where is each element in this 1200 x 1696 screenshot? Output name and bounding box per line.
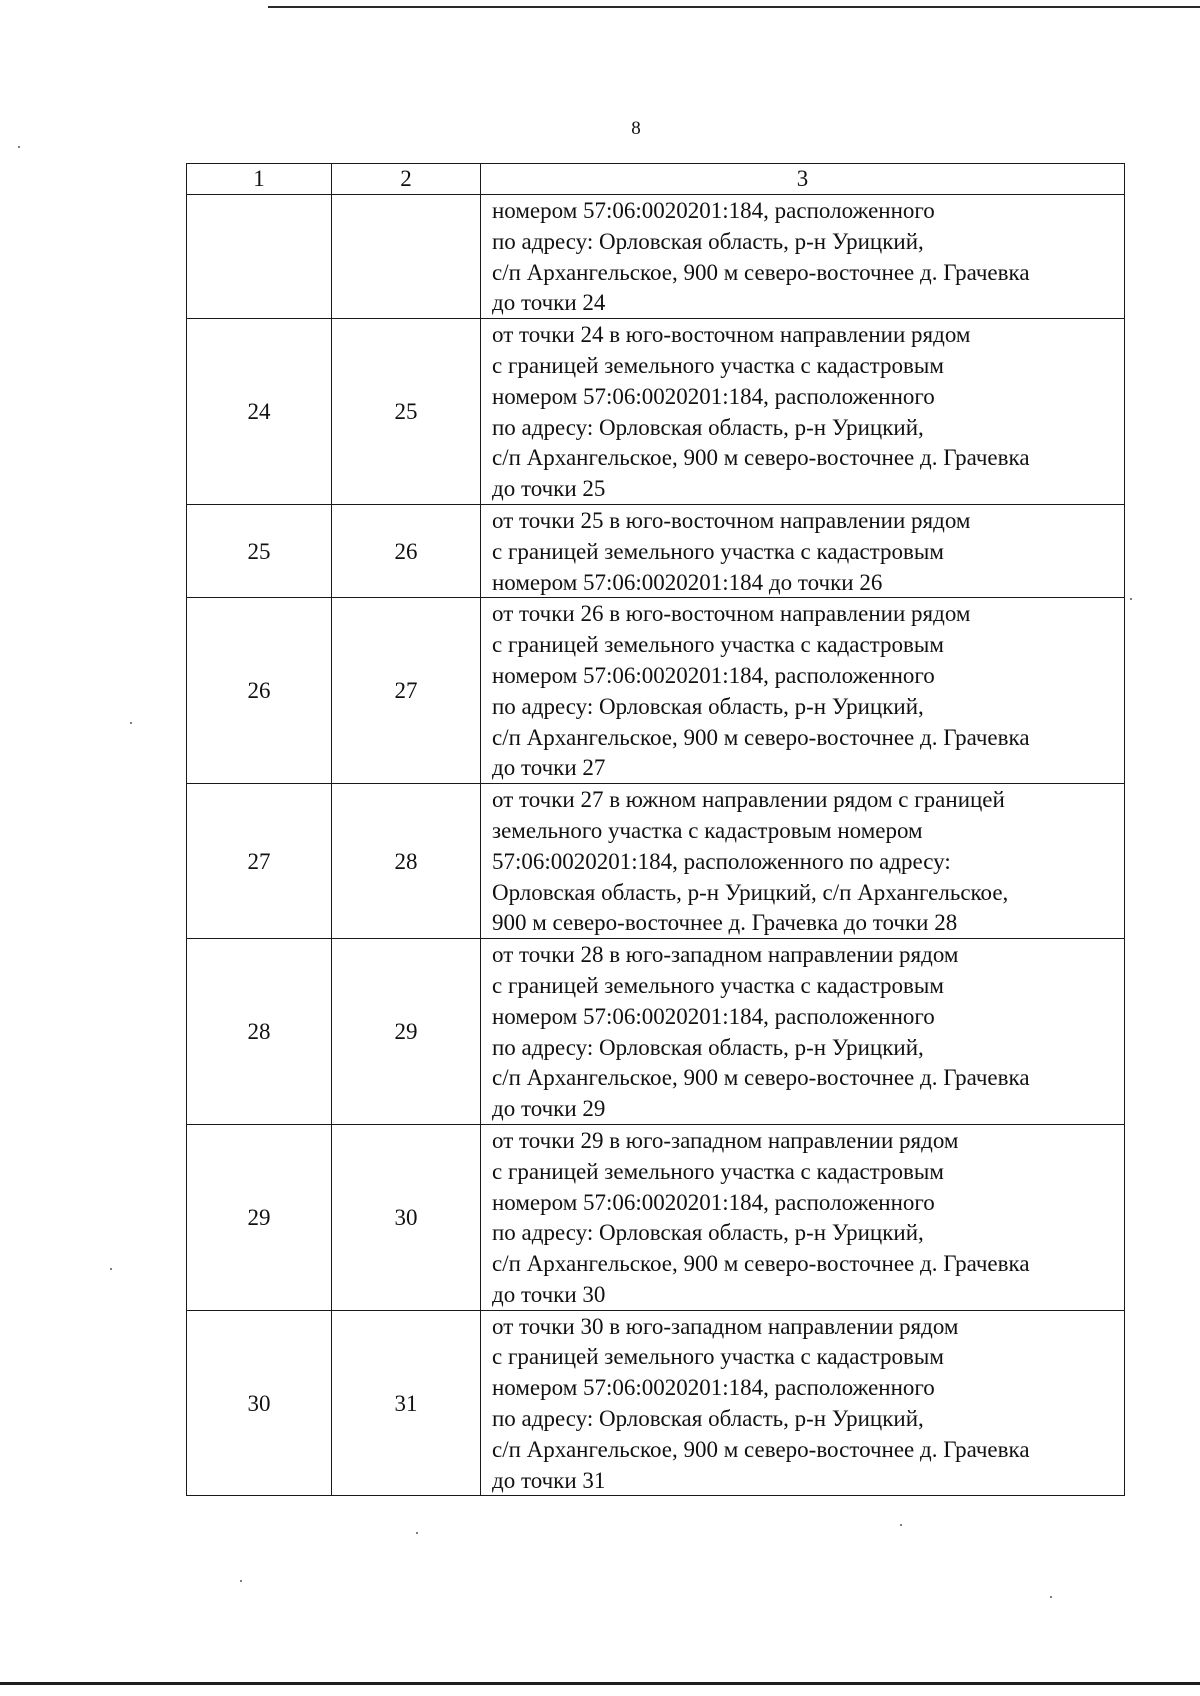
scan-speck xyxy=(416,1532,418,1534)
page-number: 8 xyxy=(631,118,641,139)
description-line: от точки 26 в юго-восточном направлении рядом xyxy=(492,601,971,627)
point-from-cell: 24 xyxy=(187,319,332,505)
description-line: 900 м северо-восточнее д. Грачевка до точки 28 xyxy=(492,910,958,936)
point-to-cell: 30 xyxy=(332,1124,481,1310)
scan-edge-top xyxy=(268,6,1200,8)
point-to-cell: 25 xyxy=(332,319,481,505)
description-cell xyxy=(481,1310,1125,1496)
point-to-cell: 31 xyxy=(332,1310,481,1496)
point-to-cell xyxy=(332,195,481,319)
table-row xyxy=(187,195,1125,319)
scan-edge-bottom xyxy=(0,1682,1200,1685)
description-cell xyxy=(481,1124,1125,1310)
description-line: от точки 29 в юго-западном направлении рядом xyxy=(492,1127,959,1153)
description-line: по адресу: Орловская область, р-н Урицкий, xyxy=(492,1220,924,1246)
description-line: с/п Архангельское, 900 м северо-восточнее д. Грачевка xyxy=(492,445,1030,471)
point-to-cell: 28 xyxy=(332,784,481,939)
description-line: от точки 24 в юго-восточном направлении рядом xyxy=(492,322,971,348)
column-header-2: 2 xyxy=(332,164,481,195)
description-line: Орловская область, р-н Урицкий, с/п Архангельское, xyxy=(492,879,1009,905)
table-row xyxy=(187,319,1125,505)
description-line: с/п Архангельское, 900 м северо-восточнее д. Грачевка xyxy=(492,259,1030,285)
description-line: земельного участка с кадастровым номером xyxy=(492,817,923,843)
description-line: с/п Архангельское, 900 м северо-восточнее д. Грачевка xyxy=(492,1251,1030,1277)
description-line: по адресу: Орловская область, р-н Урицкий, xyxy=(492,1406,924,1432)
description-line: до точки 25 xyxy=(492,476,606,502)
description-line: от точки 28 в юго-западном направлении рядом xyxy=(492,942,959,968)
point-to-cell: 27 xyxy=(332,598,481,784)
description-line: номером 57:06:0020201:184, расположенного xyxy=(492,1189,935,1215)
description-line: с/п Архангельское, 900 м северо-восточнее д. Грачевка xyxy=(492,724,1030,750)
description-line: номером 57:06:0020201:184, расположенного xyxy=(492,1375,935,1401)
point-to-cell: 26 xyxy=(332,504,481,597)
table-row xyxy=(187,1124,1125,1310)
scan-speck xyxy=(130,722,132,724)
table-row xyxy=(187,784,1125,939)
description-line: номером 57:06:0020201:184, расположенного xyxy=(492,198,935,223)
point-from-cell: 27 xyxy=(187,784,332,939)
description-line: с границей земельного участка с кадастровым xyxy=(492,1158,944,1184)
description-line: по адресу: Орловская область, р-н Урицкий, xyxy=(492,228,924,254)
description-cell xyxy=(481,784,1125,939)
description-line: по адресу: Орловская область, р-н Урицкий, xyxy=(492,693,924,719)
description-cell xyxy=(481,504,1125,597)
description-cell xyxy=(481,195,1125,319)
scan-speck xyxy=(1130,598,1132,600)
table-header-row xyxy=(187,164,1125,195)
point-from-cell xyxy=(187,195,332,319)
description-line: номером 57:06:0020201:184, расположенного xyxy=(492,383,935,409)
description-line: до точки 30 xyxy=(492,1281,606,1307)
description-line: с границей земельного участка с кадастровым xyxy=(492,972,944,998)
boundary-table xyxy=(186,163,1125,1496)
description-line: от точки 30 в юго-западном направлении рядом xyxy=(492,1313,959,1339)
description-line: с границей земельного участка с кадастровым xyxy=(492,538,944,564)
scan-speck xyxy=(110,1268,112,1270)
description-line: 57:06:0020201:184, расположенного по адресу: xyxy=(492,848,951,874)
point-from-cell: 29 xyxy=(187,1124,332,1310)
point-from-cell: 25 xyxy=(187,504,332,597)
description-line: до точки 24 xyxy=(492,290,606,316)
description-line: с/п Архангельское, 900 м северо-восточнее д. Грачевка xyxy=(492,1065,1030,1091)
scan-speck xyxy=(18,146,20,148)
scan-speck xyxy=(1050,1596,1052,1598)
description-line: по адресу: Орловская область, р-н Урицкий, xyxy=(492,414,924,440)
scan-speck xyxy=(240,1580,242,1582)
point-from-cell: 26 xyxy=(187,598,332,784)
description-line: номером 57:06:0020201:184, расположенного xyxy=(492,1003,935,1029)
description-cell xyxy=(481,939,1125,1125)
table-row xyxy=(187,939,1125,1125)
description-line: с границей земельного участка с кадастровым xyxy=(492,632,944,658)
description-line: с/п Архангельское, 900 м северо-восточнее д. Грачевка xyxy=(492,1436,1030,1462)
table-row xyxy=(187,504,1125,597)
column-header-1: 1 xyxy=(187,164,332,195)
description-line: по адресу: Орловская область, р-н Урицкий, xyxy=(492,1034,924,1060)
scan-speck xyxy=(900,1524,902,1526)
description-line: с границей земельного участка с кадастровым xyxy=(492,1344,944,1370)
point-to-cell: 29 xyxy=(332,939,481,1125)
column-header-3: 3 xyxy=(481,164,1125,195)
point-from-cell: 30 xyxy=(187,1310,332,1496)
description-line: от точки 25 в юго-восточном направлении рядом xyxy=(492,507,971,533)
description-line: до точки 31 xyxy=(492,1467,606,1493)
description-cell xyxy=(481,319,1125,505)
table-row xyxy=(187,1310,1125,1496)
table-row xyxy=(187,598,1125,784)
description-cell xyxy=(481,598,1125,784)
point-from-cell: 28 xyxy=(187,939,332,1125)
description-line: номером 57:06:0020201:184, расположенного xyxy=(492,662,935,688)
description-line: номером 57:06:0020201:184 до точки 26 xyxy=(492,569,883,595)
description-line: от точки 27 в южном направлении рядом с границей xyxy=(492,787,1005,813)
description-line: с границей земельного участка с кадастровым xyxy=(492,352,944,378)
description-line: до точки 27 xyxy=(492,755,606,781)
description-line: до точки 29 xyxy=(492,1096,606,1122)
